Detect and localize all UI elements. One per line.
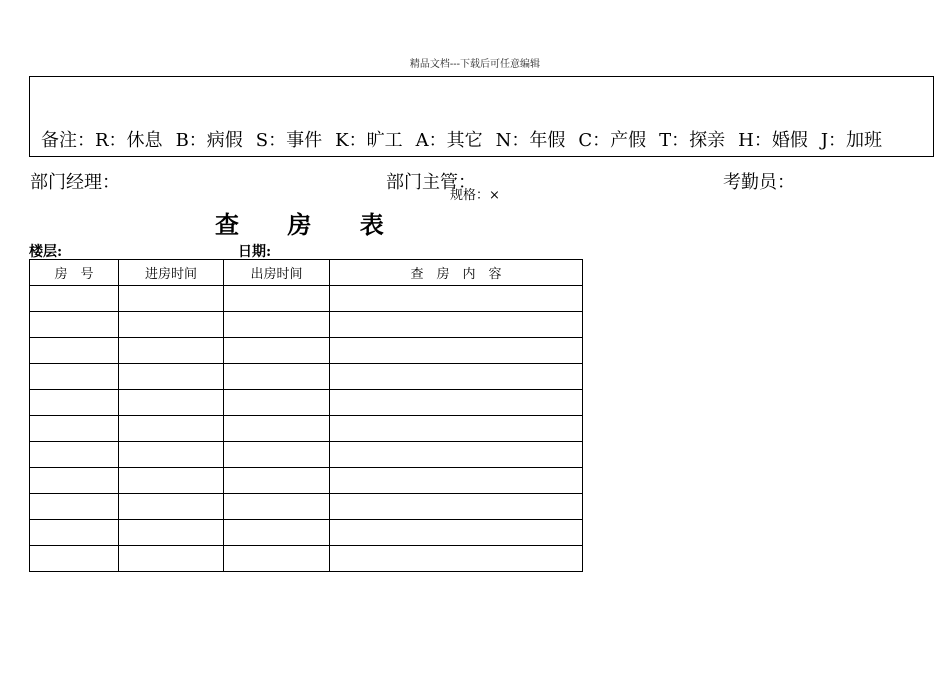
table-cell[interactable] [224, 416, 330, 442]
table-cell[interactable] [119, 390, 224, 416]
table-cell[interactable] [224, 546, 330, 572]
table-cell[interactable] [330, 442, 583, 468]
table-cell[interactable] [330, 416, 583, 442]
table-cell[interactable] [119, 494, 224, 520]
table-row [30, 338, 583, 364]
table-cell[interactable] [119, 442, 224, 468]
remark-item: K：旷工 [335, 130, 403, 151]
date-label: 日期: [238, 244, 272, 260]
table-cell[interactable] [330, 364, 583, 390]
table-cell[interactable] [30, 416, 119, 442]
remark-item: B：病假 [175, 130, 243, 151]
table-body [30, 286, 583, 572]
table-cell[interactable] [330, 494, 583, 520]
room-check-table [29, 259, 583, 572]
table-cell[interactable] [119, 312, 224, 338]
table-cell[interactable] [330, 338, 583, 364]
table-cell[interactable] [30, 546, 119, 572]
remarks-line [41, 126, 882, 152]
table-cell[interactable] [330, 286, 583, 312]
table-cell[interactable] [224, 494, 330, 520]
table-cell[interactable] [30, 468, 119, 494]
remark-item: H：婚假 [738, 130, 808, 151]
table-cell[interactable] [30, 442, 119, 468]
table-cell[interactable] [224, 442, 330, 468]
table-row [30, 442, 583, 468]
table-cell[interactable] [330, 468, 583, 494]
table-row [30, 546, 583, 572]
table-cell[interactable] [224, 468, 330, 494]
col-header-check-content: 查 房 内 容 [330, 260, 583, 286]
table-cell[interactable] [30, 312, 119, 338]
table-row [30, 364, 583, 390]
table-row [30, 468, 583, 494]
col-header-exit-time: 出房时间 [224, 260, 330, 286]
table-row [30, 312, 583, 338]
table-cell[interactable] [30, 494, 119, 520]
table-cell[interactable] [330, 520, 583, 546]
remarks-box [29, 76, 934, 157]
table-cell[interactable] [119, 546, 224, 572]
header-note: 精品文档---下载后可任意编辑 [409, 59, 541, 70]
remark-item: T：探亲 [659, 130, 726, 151]
table-cell[interactable] [119, 468, 224, 494]
col-header-entry-time: 进房时间 [119, 260, 224, 286]
table-cell[interactable] [330, 312, 583, 338]
table-row [30, 520, 583, 546]
remark-item: C：产假 [578, 130, 647, 151]
table-row [30, 494, 583, 520]
remark-item: S：事件 [255, 130, 323, 151]
remark-item: J：加班 [820, 130, 883, 151]
table-cell[interactable] [224, 390, 330, 416]
dept-supervisor-label: 部门主管： [386, 172, 476, 193]
table-cell[interactable] [224, 286, 330, 312]
table-cell[interactable] [119, 338, 224, 364]
table-cell[interactable] [119, 520, 224, 546]
col-header-room-no: 房 号 [30, 260, 119, 286]
table-cell[interactable] [30, 286, 119, 312]
remarks-label: 备注： [41, 130, 95, 151]
table-row [30, 286, 583, 312]
table-cell[interactable] [119, 286, 224, 312]
remark-item: N：年假 [495, 130, 566, 151]
table-cell[interactable] [224, 520, 330, 546]
table-header-row [30, 260, 583, 286]
attendance-clerk-label: 考勤员： [723, 172, 795, 193]
table-cell[interactable] [224, 338, 330, 364]
table-cell[interactable] [30, 390, 119, 416]
table-row [30, 390, 583, 416]
table-cell[interactable] [224, 364, 330, 390]
table-cell[interactable] [30, 364, 119, 390]
remark-item: R：休息 [95, 130, 163, 151]
page-title: 查 房 表 [215, 210, 404, 239]
floor-label: 楼层: [29, 244, 63, 260]
table-row [30, 416, 583, 442]
remark-item: A：其它 [415, 130, 483, 151]
table-cell[interactable] [330, 546, 583, 572]
table-cell[interactable] [224, 312, 330, 338]
spec-label: 规格：× [450, 188, 500, 203]
table-cell[interactable] [30, 338, 119, 364]
table-cell[interactable] [30, 520, 119, 546]
table-cell[interactable] [330, 390, 583, 416]
table-cell[interactable] [119, 416, 224, 442]
dept-manager-label: 部门经理： [30, 172, 120, 193]
table-cell[interactable] [119, 364, 224, 390]
